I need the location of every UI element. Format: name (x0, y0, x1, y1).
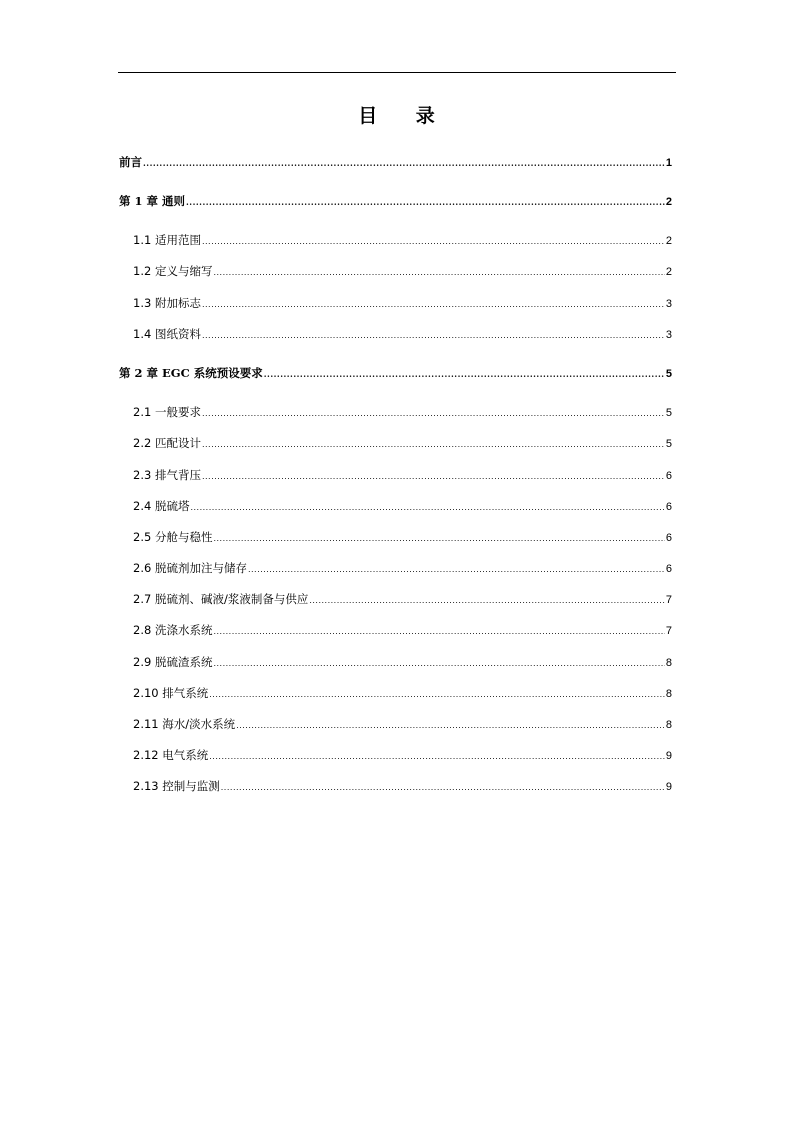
toc-entry-2-9[interactable] (133, 654, 672, 670)
toc-entry-2-12[interactable] (133, 747, 672, 763)
toc-leader-dots (209, 687, 665, 703)
toc-entry-label: 2.9 脱硫渣系统 (133, 655, 213, 669)
toc-leader-dots (202, 297, 665, 313)
toc-leader-dots (213, 656, 664, 672)
toc-leader-dots (213, 265, 664, 281)
toc-entry-label: 2.4 脱硫塔 (133, 499, 190, 513)
toc-leader-dots (209, 749, 665, 765)
toc-entry-label: 前言 (119, 155, 142, 169)
toc-entry-label: 2.6 脱硫剂加注与储存 (133, 561, 247, 575)
toc-entry-1-2[interactable] (133, 263, 672, 279)
toc-entry-label: 1.3 附加标志 (133, 296, 201, 310)
toc-leader-dots (236, 718, 665, 734)
toc-page-number: 7 (665, 625, 672, 637)
toc-page-number: 7 (665, 594, 672, 606)
toc-entry-label: 2.3 排气背压 (133, 468, 201, 482)
toc-entry-1-1[interactable] (133, 232, 672, 248)
toc-entry-2-3[interactable] (133, 467, 672, 483)
toc-page-number: 6 (665, 470, 672, 482)
toc-page-number: 5 (665, 407, 672, 419)
toc-entry-label: 2.11 海水/淡水系统 (133, 717, 236, 731)
toc-leader-dots (202, 437, 665, 453)
toc-entry-2-1[interactable] (133, 404, 672, 420)
toc-leader-dots (221, 780, 665, 796)
toc-entry-label: 1.1 适用范围 (133, 233, 201, 247)
toc-entry-2-7[interactable] (133, 591, 672, 607)
toc-entry-label: 2.13 控制与监测 (133, 779, 220, 793)
toc-entry-chapter-1[interactable] (119, 193, 672, 209)
toc-page-number: 2 (665, 266, 672, 278)
toc-leader-dots (143, 155, 665, 171)
toc-entry-label: 第 2 章 EGC 系统预设要求 (119, 366, 263, 380)
toc-entry-chapter-2[interactable] (119, 365, 672, 381)
toc-entry-label: 2.8 洗涤水系统 (133, 623, 213, 637)
header-rule (118, 72, 676, 73)
toc-entry-label: 2.1 一般要求 (133, 405, 201, 419)
toc-entry-label: 2.5 分舱与稳性 (133, 530, 213, 544)
toc-leader-dots (202, 469, 665, 485)
toc-title: 目 录 (358, 105, 451, 127)
toc-entry-2-8[interactable] (133, 622, 672, 638)
toc-page-number: 6 (665, 532, 672, 544)
toc-page-number: 8 (665, 719, 672, 731)
toc-page-number: 5 (665, 438, 672, 450)
toc-entry-label: 第 1 章 通则 (119, 194, 186, 208)
toc-page-number: 9 (665, 750, 672, 762)
toc-entry-2-5[interactable] (133, 529, 672, 545)
toc-page-number: 2 (665, 235, 672, 247)
toc-leader-dots (186, 194, 665, 210)
toc-entry-2-11[interactable] (133, 716, 672, 732)
toc-entry-2-4[interactable] (133, 498, 672, 514)
toc-page-number: 8 (665, 657, 672, 669)
toc-leader-dots (309, 593, 665, 609)
toc-entry-label: 1.2 定义与缩写 (133, 264, 213, 278)
toc-leader-dots (213, 624, 664, 640)
toc-entry-1-3[interactable] (133, 295, 672, 311)
toc-leader-dots (190, 500, 664, 516)
toc-page-number: 9 (665, 781, 672, 793)
toc-leader-dots (202, 328, 665, 344)
toc-leader-dots (248, 562, 665, 578)
toc-entry-1-4[interactable] (133, 326, 672, 342)
toc-entry-label: 2.10 排气系统 (133, 686, 209, 700)
toc-entry-preface[interactable] (119, 154, 672, 170)
toc-entry-2-6[interactable] (133, 560, 672, 576)
toc-entry-label: 2.12 电气系统 (133, 748, 209, 762)
toc-page-number: 2 (665, 196, 672, 208)
toc-page-number: 1 (665, 157, 672, 169)
toc-page-number: 3 (665, 298, 672, 310)
toc-entry-2-2[interactable] (133, 435, 672, 451)
toc-page-number: 3 (665, 329, 672, 341)
toc-page-number: 8 (665, 688, 672, 700)
toc-leader-dots (202, 406, 665, 422)
toc-entry-2-13[interactable] (133, 778, 672, 794)
toc-entry-label: 1.4 图纸资料 (133, 327, 201, 341)
toc-leader-dots (202, 234, 665, 250)
toc-entry-label: 2.2 匹配设计 (133, 436, 201, 450)
toc-entry-label: 2.7 脱硫剂、碱液/浆液制备与供应 (133, 592, 309, 606)
toc-leader-dots (213, 531, 664, 547)
toc-page-number: 6 (665, 501, 672, 513)
toc-page-number: 5 (665, 368, 672, 380)
toc-page-number: 6 (665, 563, 672, 575)
toc-leader-dots (264, 366, 665, 382)
toc-entry-2-10[interactable] (133, 685, 672, 701)
